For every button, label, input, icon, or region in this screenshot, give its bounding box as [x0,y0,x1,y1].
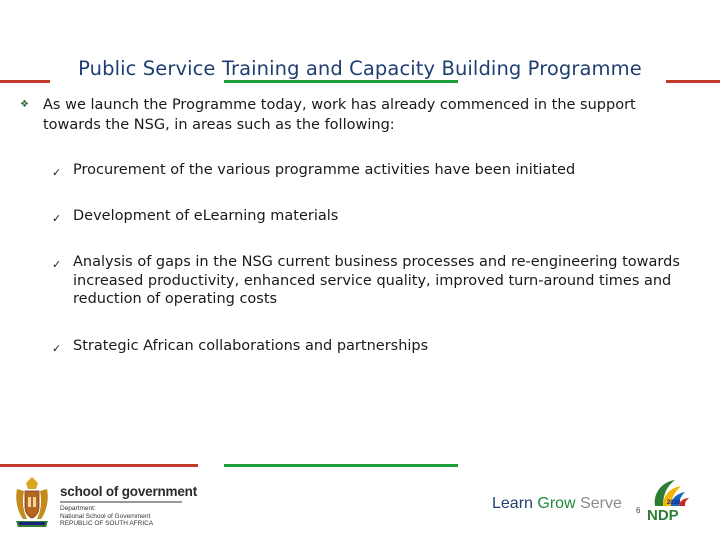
top-rule-red [0,80,50,83]
logo-divider [60,501,182,503]
checkmark-icon: ✓ [52,212,62,225]
ndp-logo-icon [645,476,693,522]
slogan-grow: Grow [537,495,576,512]
svg-text:NDP: NDP [647,507,679,522]
logo-line: Department: [60,505,96,512]
logo-line: National School of Government [60,512,151,520]
logo-name: school of government [60,484,198,499]
list-item: Procurement of the various programme activities have been initiated [73,162,576,178]
svg-text:2030: 2030 [667,500,681,506]
diamond-bullet-icon: ❖ [20,99,29,110]
slogan [492,495,622,513]
top-rule-green [224,80,458,83]
bottom-rule-green [224,464,458,467]
coat-of-arms-icon [11,475,53,530]
list-item: Analysis of gaps in the NSG current business processes and re-engineering towards increased productivity, enhanced service quality, improved turn-around times and reduction of operating costs [73,254,680,307]
slogan-learn: Learn [492,495,533,512]
top-rule-red-right [666,80,720,83]
slogan-serve: Serve [580,495,622,512]
checkmark-icon: ✓ [52,342,62,355]
bottom-rule-red [0,464,198,467]
list-item: Development of eLearning materials [73,208,339,224]
page-number: 6 [636,506,641,515]
list-item: Strategic African collaborations and partnerships [73,338,429,354]
slide-title: Public Service Training and Capacity Building Programme [78,57,642,80]
intro-paragraph: As we launch the Programme today, work has already commenced in the support towards the NSG, in areas such as the following: [43,97,636,133]
logo-line: REPUBLIC OF SOUTH AFRICA [60,520,154,527]
checkmark-icon: ✓ [52,258,62,271]
checkmark-icon: ✓ [52,166,62,179]
school-of-government-logo [60,484,200,528]
